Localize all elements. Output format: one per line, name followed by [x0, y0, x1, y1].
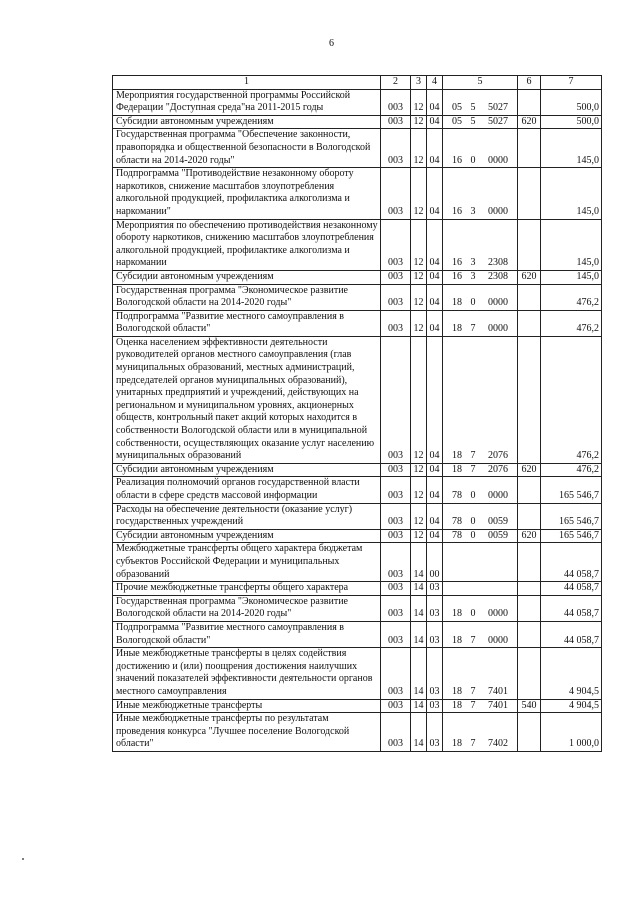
target-code-part: 5027 — [488, 115, 508, 127]
target-code-part: 0 — [470, 297, 476, 309]
row-amount: 145,0 — [541, 168, 602, 219]
row-section: 12 — [411, 284, 427, 310]
table-row — [113, 621, 602, 647]
target-code-part: 7402 — [488, 738, 508, 750]
row-expense-type — [518, 648, 541, 699]
row-subsection: 04 — [427, 336, 443, 463]
target-code-part: 0 — [470, 529, 476, 541]
col-header: 5 — [443, 76, 518, 90]
row-grbs: 003 — [381, 270, 411, 284]
row-expense-type: 620 — [518, 463, 541, 477]
row-grbs: 003 — [381, 529, 411, 543]
col-header: 3 — [411, 76, 427, 90]
row-subsection: 04 — [427, 529, 443, 543]
row-section: 12 — [411, 115, 427, 129]
row-name: Мероприятия государственной программы Российской Федерации "Доступная среда"на 2011-2015 годы — [113, 89, 381, 115]
col-header: 6 — [518, 76, 541, 90]
row-grbs: 003 — [381, 543, 411, 582]
row-grbs: 003 — [381, 336, 411, 463]
target-code-part: 18 — [452, 450, 462, 462]
target-code-part: 2076 — [488, 450, 508, 462]
row-target-code — [443, 115, 518, 129]
target-code-part: 16 — [452, 270, 462, 282]
row-amount: 165 546,7 — [541, 503, 602, 529]
target-code-part: 0 — [470, 608, 476, 620]
col-header: 1 — [113, 76, 381, 90]
table-row — [113, 463, 602, 477]
target-code-part: 5 — [470, 102, 476, 114]
row-amount: 145,0 — [541, 219, 602, 270]
row-subsection: 00 — [427, 543, 443, 582]
row-amount: 1 000,0 — [541, 713, 602, 752]
row-name: Субсидии автономным учреждениям — [113, 529, 381, 543]
target-code-part: 18 — [452, 323, 462, 335]
row-amount: 476,2 — [541, 336, 602, 463]
row-section: 12 — [411, 129, 427, 168]
row-target-code — [443, 713, 518, 752]
row-section: 14 — [411, 699, 427, 713]
table-row — [113, 699, 602, 713]
row-expense-type — [518, 284, 541, 310]
target-code-part: 78 — [452, 529, 462, 541]
row-target-code — [443, 621, 518, 647]
target-code-part: 0000 — [488, 490, 508, 501]
row-name: Прочие межбюджетные трансферты общего характера — [113, 582, 381, 596]
target-code-part: 3 — [470, 205, 476, 217]
row-target-code — [443, 310, 518, 336]
budget-table — [112, 75, 602, 752]
row-subsection: 03 — [427, 648, 443, 699]
row-section: 14 — [411, 648, 427, 699]
target-code-part: 7 — [470, 450, 476, 462]
target-code-part: 16 — [452, 205, 462, 217]
target-code-part: 3 — [470, 257, 476, 269]
row-subsection: 04 — [427, 503, 443, 529]
row-section: 12 — [411, 89, 427, 115]
row-subsection: 03 — [427, 699, 443, 713]
row-grbs: 003 — [381, 219, 411, 270]
table-row — [113, 270, 602, 284]
row-grbs: 003 — [381, 503, 411, 529]
row-target-code — [443, 463, 518, 477]
row-amount: 44 058,7 — [541, 543, 602, 582]
row-target-code — [443, 219, 518, 270]
row-name: Оценка населением эффективности деятельности руководителей органов местного самоуправления (глав муниципальных образований, местных администраций, председателей органов муниципальных образований), унитарных предприятий и учреждений, действующих на региональном и муниципальном уровнях, акционерных обществ, контрольный пакет акций которых находится в собственности Вологодской области или в муниципальной собственности, осуществляющих оказание услуг населению муниципальных образований — [113, 336, 381, 463]
row-subsection: 04 — [427, 463, 443, 477]
row-amount: 44 058,7 — [541, 595, 602, 621]
target-code-part: 18 — [452, 297, 462, 309]
target-code-part: 0 — [470, 154, 476, 166]
table-row — [113, 648, 602, 699]
table-row — [113, 89, 602, 115]
row-section: 14 — [411, 543, 427, 582]
row-expense-type — [518, 168, 541, 219]
row-grbs: 003 — [381, 713, 411, 752]
row-expense-type — [518, 477, 541, 503]
target-code-part: 0059 — [488, 516, 508, 528]
row-subsection: 04 — [427, 129, 443, 168]
target-code-part: 16 — [452, 154, 462, 166]
row-amount: 165 546,7 — [541, 477, 602, 503]
row-target-code — [443, 89, 518, 115]
row-name: Межбюджетные трансферты общего характера бюджетам субъектов Российской Федерации и муниципальных образований — [113, 543, 381, 582]
row-subsection: 03 — [427, 582, 443, 596]
header-row — [113, 76, 602, 90]
row-name: Субсидии автономным учреждениям — [113, 115, 381, 129]
row-expense-type — [518, 621, 541, 647]
table-row — [113, 284, 602, 310]
row-amount: 145,0 — [541, 129, 602, 168]
table-row — [113, 543, 602, 582]
row-amount: 4 904,5 — [541, 699, 602, 713]
row-target-code — [443, 529, 518, 543]
row-subsection: 04 — [427, 219, 443, 270]
row-grbs: 003 — [381, 582, 411, 596]
row-section: 12 — [411, 336, 427, 463]
row-subsection: 03 — [427, 595, 443, 621]
table-row — [113, 595, 602, 621]
row-section: 14 — [411, 595, 427, 621]
target-code-part: 0000 — [488, 297, 508, 309]
row-amount: 476,2 — [541, 310, 602, 336]
row-amount: 4 904,5 — [541, 648, 602, 699]
row-section: 14 — [411, 621, 427, 647]
target-code-part: 0 — [470, 490, 476, 501]
target-code-part: 7 — [470, 685, 476, 697]
target-code-part: 0000 — [488, 205, 508, 217]
row-subsection: 04 — [427, 270, 443, 284]
target-code-part: 16 — [452, 257, 462, 269]
row-grbs: 003 — [381, 621, 411, 647]
table-row — [113, 115, 602, 129]
target-code-part: 2308 — [488, 270, 508, 282]
row-expense-type — [518, 713, 541, 752]
row-grbs: 003 — [381, 89, 411, 115]
target-code-part: 7 — [470, 463, 476, 475]
target-code-part: 7401 — [488, 699, 508, 711]
row-expense-type — [518, 582, 541, 596]
row-name: Подпрограмма "Развитие местного самоуправления в Вологодской области" — [113, 310, 381, 336]
row-name: Субсидии автономным учреждениям — [113, 270, 381, 284]
target-code-part: 78 — [452, 490, 462, 501]
row-target-code — [443, 648, 518, 699]
row-expense-type — [518, 219, 541, 270]
row-grbs: 003 — [381, 477, 411, 503]
row-subsection: 04 — [427, 89, 443, 115]
row-name: Подпрограмма "Противодействие незаконному обороту наркотиков, снижение масштабов злоупотребления алкогольной продукцией, профилактика алкоголизма и наркомании" — [113, 168, 381, 219]
target-code-part: 7401 — [488, 685, 508, 697]
target-code-part: 05 — [452, 115, 462, 127]
row-subsection: 04 — [427, 284, 443, 310]
row-name: Иные межбюджетные трансферты по результатам проведения конкурса "Лучшее поселение Вологодской области" — [113, 713, 381, 752]
target-code-part: 5027 — [488, 102, 508, 114]
table-row — [113, 477, 602, 503]
row-amount: 500,0 — [541, 115, 602, 129]
row-grbs: 003 — [381, 168, 411, 219]
target-code-part: 2076 — [488, 463, 508, 475]
row-target-code — [443, 699, 518, 713]
row-grbs: 003 — [381, 648, 411, 699]
target-code-part: 5 — [470, 115, 476, 127]
target-code-part: 7 — [470, 634, 476, 646]
row-expense-type — [518, 89, 541, 115]
row-grbs: 003 — [381, 115, 411, 129]
row-name: Субсидии автономным учреждениям — [113, 463, 381, 477]
row-target-code — [443, 503, 518, 529]
row-amount: 476,2 — [541, 463, 602, 477]
target-code-part: 78 — [452, 516, 462, 528]
row-amount: 165 546,7 — [541, 529, 602, 543]
table-row — [113, 582, 602, 596]
table-row — [113, 503, 602, 529]
row-name: Подпрограмма "Развитие местного самоуправления в Вологодской области" — [113, 621, 381, 647]
row-amount: 500,0 — [541, 89, 602, 115]
target-code-part: 0000 — [488, 634, 508, 646]
row-target-code — [443, 129, 518, 168]
target-code-part: 7 — [470, 738, 476, 750]
row-name: Расходы на обеспечение деятельности (оказание услуг) государственных учреждений — [113, 503, 381, 529]
row-section: 12 — [411, 529, 427, 543]
table-row — [113, 310, 602, 336]
row-subsection: 04 — [427, 310, 443, 336]
target-code-part: 2308 — [488, 257, 508, 269]
row-expense-type: 540 — [518, 699, 541, 713]
target-code-part: 7 — [470, 323, 476, 335]
table-row — [113, 713, 602, 752]
col-header: 2 — [381, 76, 411, 90]
row-target-code — [443, 270, 518, 284]
table-row — [113, 336, 602, 463]
row-expense-type — [518, 503, 541, 529]
row-name: Государственная программа "Экономическое развитие Вологодской области на 2014-2020 годы" — [113, 284, 381, 310]
row-name: Мероприятия по обеспечению противодействия незаконному обороту наркотиков, снижению масштабов злоупотребления алкогольной продукцией, профилактике алкоголизма и наркомании — [113, 219, 381, 270]
row-target-code — [443, 336, 518, 463]
row-subsection: 03 — [427, 713, 443, 752]
row-expense-type — [518, 336, 541, 463]
row-subsection: 03 — [427, 621, 443, 647]
table-row — [113, 219, 602, 270]
row-name: Иные межбюджетные трансферты — [113, 699, 381, 713]
row-amount: 44 058,7 — [541, 582, 602, 596]
row-expense-type: 620 — [518, 115, 541, 129]
table-row — [113, 129, 602, 168]
row-section: 12 — [411, 219, 427, 270]
row-expense-type — [518, 543, 541, 582]
row-name: Государственная программа "Экономическое развитие Вологодской области на 2014-2020 годы" — [113, 595, 381, 621]
target-code-part: 0000 — [488, 323, 508, 335]
row-subsection: 04 — [427, 168, 443, 219]
target-code-part: 18 — [452, 685, 462, 697]
row-subsection: 04 — [427, 115, 443, 129]
row-section: 14 — [411, 582, 427, 596]
target-code-part: 0059 — [488, 529, 508, 541]
table-row — [113, 168, 602, 219]
row-name: Реализация полномочий органов государственной власти области в сфере средств массовой информации — [113, 477, 381, 503]
row-section: 12 — [411, 503, 427, 529]
row-section: 12 — [411, 310, 427, 336]
row-target-code — [443, 477, 518, 503]
row-section: 14 — [411, 713, 427, 752]
target-code-part: 7 — [470, 699, 476, 711]
row-grbs: 003 — [381, 284, 411, 310]
row-target-code — [443, 168, 518, 219]
target-code-part: 18 — [452, 738, 462, 750]
col-header: 4 — [427, 76, 443, 90]
row-grbs: 003 — [381, 129, 411, 168]
row-expense-type — [518, 595, 541, 621]
page-number: 6 — [329, 38, 334, 49]
row-grbs: 003 — [381, 699, 411, 713]
target-code-part: 18 — [452, 463, 462, 475]
row-amount: 145,0 — [541, 270, 602, 284]
target-code-part: 0 — [470, 516, 476, 528]
target-code-part: 18 — [452, 699, 462, 711]
row-expense-type — [518, 129, 541, 168]
row-target-code — [443, 284, 518, 310]
target-code-part: 0000 — [488, 154, 508, 166]
target-code-part: 18 — [452, 634, 462, 646]
row-target-code — [443, 543, 518, 582]
table-row — [113, 529, 602, 543]
row-expense-type: 620 — [518, 529, 541, 543]
row-name: Государственная программа "Обеспечение законности, правопорядка и общественной безопасности в Вологодской области на 2014-2020 годы" — [113, 129, 381, 168]
row-amount: 476,2 — [541, 284, 602, 310]
target-code-part: 3 — [470, 270, 476, 282]
target-code-part: 05 — [452, 102, 462, 114]
row-expense-type — [518, 310, 541, 336]
row-subsection: 04 — [427, 477, 443, 503]
target-code-part: 0000 — [488, 608, 508, 620]
col-header: 7 — [541, 76, 602, 90]
row-grbs: 003 — [381, 310, 411, 336]
row-section: 12 — [411, 168, 427, 219]
target-code-part: 18 — [452, 608, 462, 620]
row-section: 12 — [411, 477, 427, 503]
row-grbs: 003 — [381, 595, 411, 621]
row-section: 12 — [411, 270, 427, 284]
row-name: Иные межбюджетные трансферты в целях содействия достижению и (или) поощрения достижения наилучших значений показателей эффективности деятельности органов местного самоуправления — [113, 648, 381, 699]
row-target-code — [443, 582, 518, 596]
row-grbs: 003 — [381, 463, 411, 477]
row-target-code — [443, 595, 518, 621]
row-expense-type: 620 — [518, 270, 541, 284]
row-section: 12 — [411, 463, 427, 477]
row-amount: 44 058,7 — [541, 621, 602, 647]
scan-speck — [22, 858, 24, 860]
